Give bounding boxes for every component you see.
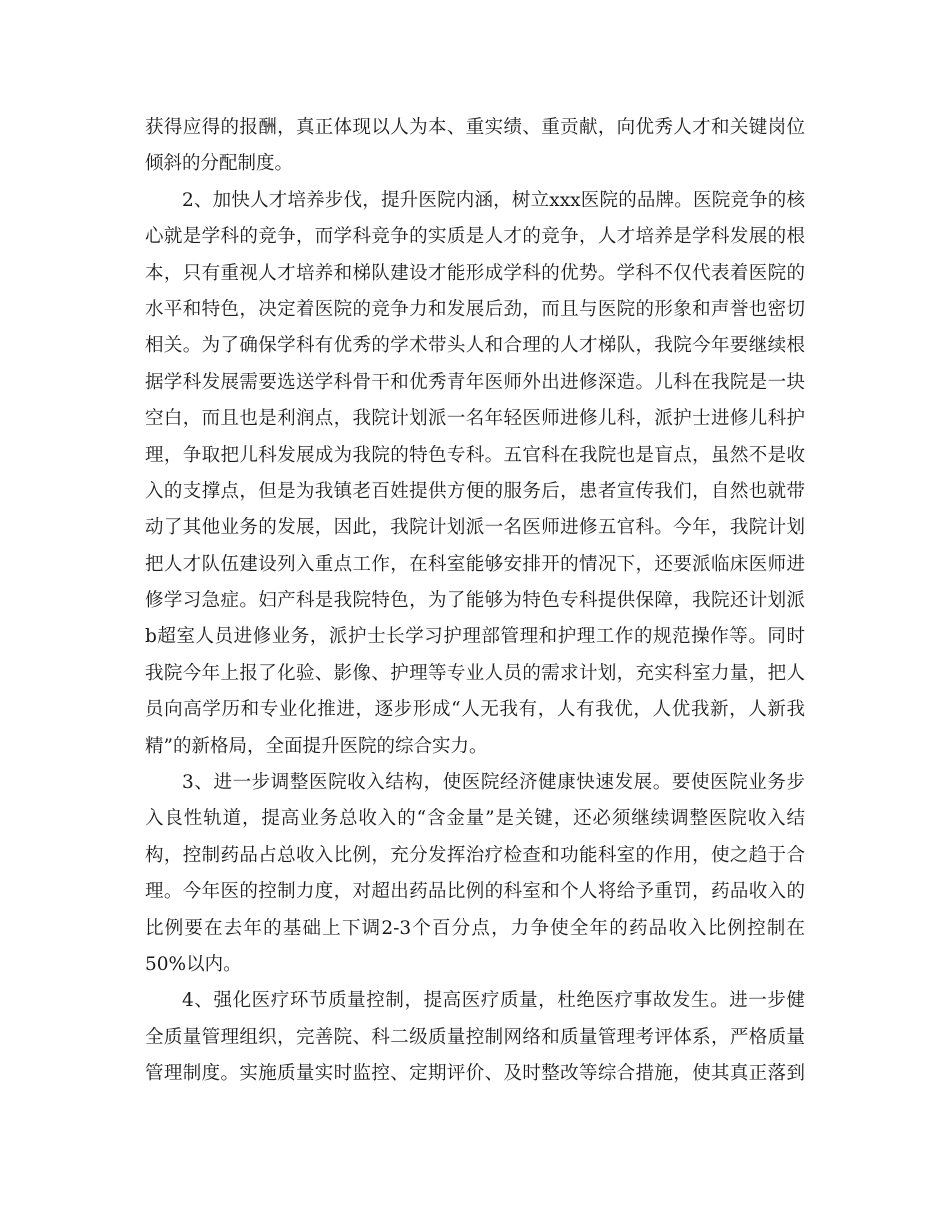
- text-line: 相关。为了确保学科有优秀的学术带头人和合理的人才梯队，我院今年要继续根: [145, 335, 805, 357]
- text-line: 理，争取把儿科发展成为我院的特色专科。五官科在我院也是盲点，虽然不是收: [145, 444, 805, 466]
- text-line: 4、强化医疗环节质量控制，提高医疗质量，杜绝医疗事故发生。进一步健: [182, 990, 805, 1012]
- text-line: 修学习急症。妇产科是我院特色，为了能够为特色专科提供保障，我院还计划派: [145, 590, 805, 612]
- text-line: 据学科发展需要选送学科骨干和优秀青年医师外出进修深造。儿科在我院是一块: [145, 371, 805, 393]
- text-line: 水平和特色，决定着医院的竞争力和发展后劲，而且与医院的形象和声誉也密切: [145, 298, 805, 320]
- text-line: 本，只有重视人才培养和梯队建设才能形成学科的优势。学科不仅代表着医院的: [145, 262, 805, 284]
- document-body: [145, 110, 805, 1093]
- text-line: 入的支撑点，但是为我镇老百姓提供方便的服务后，患者宣传我们，自然也就带: [145, 480, 805, 502]
- text-line: 入良性轨道，提高业务总收入的“含金量”是关键，还必须继续调整医院收入结: [145, 808, 805, 830]
- text-line: 全质量管理组织，完善院、科二级质量控制网络和质量管理考评体系，严格质量: [145, 1026, 805, 1048]
- text-line: 3、进一步调整医院收入结构，使医院经济健康快速发展。要使医院业务步: [182, 772, 805, 794]
- paragraph-2: [145, 183, 805, 765]
- text-line: 动了其他业务的发展，因此，我院计划派一名医师进修五官科。今年，我院计划: [145, 517, 805, 539]
- text-line: 理。今年医的控制力度，对超出药品比例的科室和个人将给予重罚，药品收入的: [145, 881, 805, 903]
- text-line: 获得应得的报酬，真正体现以人为本、重实绩、重贡献，向优秀人才和关键岗位: [145, 117, 805, 138]
- text-line: 我院今年上报了化验、影像、护理等专业人员的需求计划，充实科室力量，把人: [145, 662, 805, 684]
- text-line: 员向高学历和专业化推进，逐步形成“人无我有，人有我优，人优我新，人新我: [145, 699, 805, 721]
- text-line: b超室人员进修业务，派护士长学习护理部管理和护理工作的规范操作等。同时: [145, 626, 805, 648]
- text-line: 2、加快人才培养步伐，提升医院内涵，树立xxx医院的品牌。医院竞争的核: [182, 189, 805, 211]
- text-line: 倾斜的分配制度。: [145, 153, 294, 175]
- text-line: 空白，而且也是利润点，我院计划派一名年轻医师进修儿科，派护士进修儿科护: [145, 408, 805, 430]
- text-line: 构，控制药品占总收入比例，充分发挥治疗检查和功能科室的作用，使之趋于合: [145, 844, 805, 866]
- paragraph-3: [145, 765, 805, 983]
- text-line: 把人才队伍建设列入重点工作，在科室能够安排开的情况下，还要派临床医师进: [145, 553, 805, 575]
- text-line: 比例要在去年的基础上下调2-3个百分点，力争使全年的药品收入比例控制在: [145, 917, 805, 939]
- paragraph-4: [145, 983, 805, 1092]
- paragraph-continuation: [145, 110, 805, 183]
- text-line: 精”的新格局，全面提升医院的综合实力。: [145, 735, 488, 757]
- text-line: 50%以内。: [145, 953, 242, 975]
- text-line: 心就是学科的竞争，而学科竞争的实质是人才的竞争，人才培养是学科发展的根: [145, 226, 805, 248]
- text-line: 管理制度。实施质量实时监控、定期评价、及时整改等综合措施，使其真正落到: [145, 1063, 805, 1085]
